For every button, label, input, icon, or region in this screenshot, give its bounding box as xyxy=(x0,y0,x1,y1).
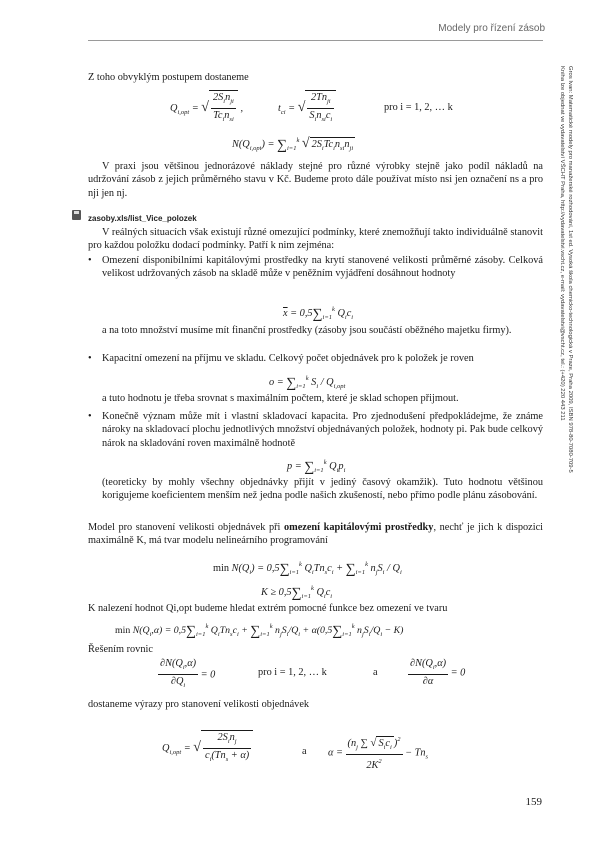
formula-storage: $p = \sum_{i=1}^k$ $Q_ip_i$ xyxy=(287,459,346,475)
bullet-2-text: Kapacitní omezení na příjmu ve skladu. Celkový počet objednávek pro k položek je roven xyxy=(102,353,474,364)
paragraph-6: dostaneme výrazy pro stanovení velikosti objednávek xyxy=(88,699,310,710)
range-label: pro i = 1, 2, … k xyxy=(384,102,453,113)
bullet-2-cont xyxy=(88,392,543,405)
formula-derivative-alpha: $\frac{\partial N(Q_i,\alpha)}{\partial\alpha}$ = 0 xyxy=(410,658,466,688)
sidebar-citation xyxy=(558,66,574,656)
file-reference: zasoby.xls/list_Vice_polozek xyxy=(88,214,197,223)
formula-derivative-q: $\frac{\partial N(Q_i,\alpha)}{\partial Q_i}$ = 0 xyxy=(160,658,216,690)
intro-text: Z toho obvyklým postupem dostaneme xyxy=(88,72,249,83)
bullet-3: • Konečně význam může mít i vlastní skladovací kapacita. Pro zjednodušení předpokládejme, že známe nároky na skladovací plochu jednotlivých množství objednávaných položek, hodnoty pi. Pak bude celkový nárok na skladování roven maximálně hodnotě xyxy=(88,411,543,449)
formula-n-total: $N(Q_{i,opt}) = \sum_{i=1}^k$ √ $2S_iTc_in_{si}n_{ji}$ xyxy=(232,134,355,155)
paragraph-3: Model pro stanovení velikosti objednávek při omezení kapitálovými prostředky, nechť je jich k dispozici maximálně K, má tvar modelu nelineárního programování xyxy=(88,522,543,547)
formula-objective: $\min N(Q_i) = 0,5\sum_{i=1}^k$ $Q_iTn_sc_i + \sum_{i=1}^k$ $n_jS_i / Q_i$ xyxy=(213,561,402,577)
range-label-2: pro i = 1, 2, … k xyxy=(258,667,327,678)
citation-line-1: Gros Ivan: Matematické modely pro manažerské rozhodování, 1st ed. Vysoká škola chemicko-technologická v Praze, Praha 2009, ISBN 978-80-7080-709-5 xyxy=(567,66,573,473)
bullet-1: • Omezení disponibilními kapitálovými prostředky na krytí stanovené velikosti průměrné zásoby. Celková velikost udržovaných zásob na skladě může v peněžním vyjádření dosáhnout hodnoty xyxy=(88,255,543,280)
paragraph-1: V praxi jsou většinou jednorázové náklady stejné pro různé výrobky stejně jako podíl nákladů na udržování zásob z jejich průměrného stavu v Kč. Budeme proto dále používat místo nsi jen označení ns a pro nji jen nj. xyxy=(88,161,543,199)
paragraph-2: V reálných situacích však existují různé omezující podmínky, které znemožňují takto individuálně stanovit pro každou položku dodací podmínky. Patří k nim zejména: xyxy=(88,227,543,252)
bullet-1-text: Omezení disponibilními kapitálovými prostředky na krytí stanovené velikosti průměrné zásoby. Celková velikost udržovaných zásob na skladě může v peněžním vyjádření dosáhnout hodnoty xyxy=(102,255,543,280)
formula-q-opt-final: $Q_{i,opt}$ = √ $\frac{2S_in_j}{c_i(Tn_s + \alpha)}$ xyxy=(162,730,253,767)
running-title: Modely pro řízení zásob xyxy=(438,23,545,34)
bullet-2-cont-text: a tuto hodnotu je třeba srovnat s maximálním počtem, které je sklad schopen přijmout. xyxy=(102,393,459,404)
and-label: a xyxy=(373,667,378,678)
bullet-1-cont xyxy=(88,324,543,337)
formula-q-opt: $Q_{i,opt}$ = √ $\frac{2S_in_{ji}}{Tc_in_{si}}$ , xyxy=(170,90,243,127)
formula-orders: $o = \sum_{i=1}^k$ $S_i / Q_{i,opt}$ xyxy=(269,375,346,391)
formula-lagrange: $\min N(Q_i,\alpha) = 0,5\sum_{i=1}^k$ $Q_iTn_sc_i + \sum_{i=1}^k$ $n_jS_i/Q_i + \alpha(0,5\sum_{i=1}^k$ $n_jS_i/Q_i - K$) xyxy=(115,623,404,639)
bullet-3-cont-text: (teoreticky by mohly všechny objednávky přijít v jediný časový okamžik). Tuto hodnotu většinou korigujeme koeficientem menším než jedna podle našich zkušeností, nebo přímo podle plánu zásobování. xyxy=(102,477,543,502)
formula-t-ci: $t_{ci}$ = √ $\frac{2Tn_{ji}}{S_in_{si}c_i}$ xyxy=(278,90,336,127)
header-rule xyxy=(88,40,543,41)
bullet-3-cont xyxy=(88,476,543,503)
formula-alpha: α = $\frac{(n_j \sum √ S_ic_i )^2}{2K^2}$ − $Tn_s$ xyxy=(328,733,428,773)
paragraph-4: K nalezení hodnot Qi,opt budeme hledat extrém pomocné funkce bez omezení ve tvaru xyxy=(88,603,448,614)
paragraph-5: Řešením rovnic xyxy=(88,644,153,655)
bullet-1-cont-text: a na toto množství musíme mít finanční prostředky (zásoby jsou součástí oběžného majetku firmy). xyxy=(102,325,512,336)
and-label-2: a xyxy=(302,746,307,757)
formula-avg-stock: $\overline{x} = 0,5\sum_{i=1}^k$ $Q_ic_i$ xyxy=(283,306,354,322)
disk-icon xyxy=(72,210,81,220)
page-number: 159 xyxy=(525,796,542,808)
bullet-2: • Kapacitní omezení na příjmu ve skladu. Celkový počet objednávek pro k položek je roven xyxy=(88,352,543,365)
formula-constraint: $K \ge 0,5\sum_{i=1}^k$ $Q_ic_i$ xyxy=(261,585,333,601)
citation-line-2: Kniha lze objednat ve vydavatelství VŠCHT Praha, http://vydavatelstvi.vscht.cz, e-mail: vydavatelstvi@vscht.cz, tel.: (+420) 220 443 211 xyxy=(558,66,565,421)
bullet-3-text: Konečně význam může mít i vlastní skladovací kapacita. Pro zjednodušení předpokládejme, že známe nároky na skladovací plochu jednotlivých množství objednávaných položek, hodnoty pi. Pak bude celkový nárok na skladování roven maximálně hodnotě xyxy=(102,411,543,449)
